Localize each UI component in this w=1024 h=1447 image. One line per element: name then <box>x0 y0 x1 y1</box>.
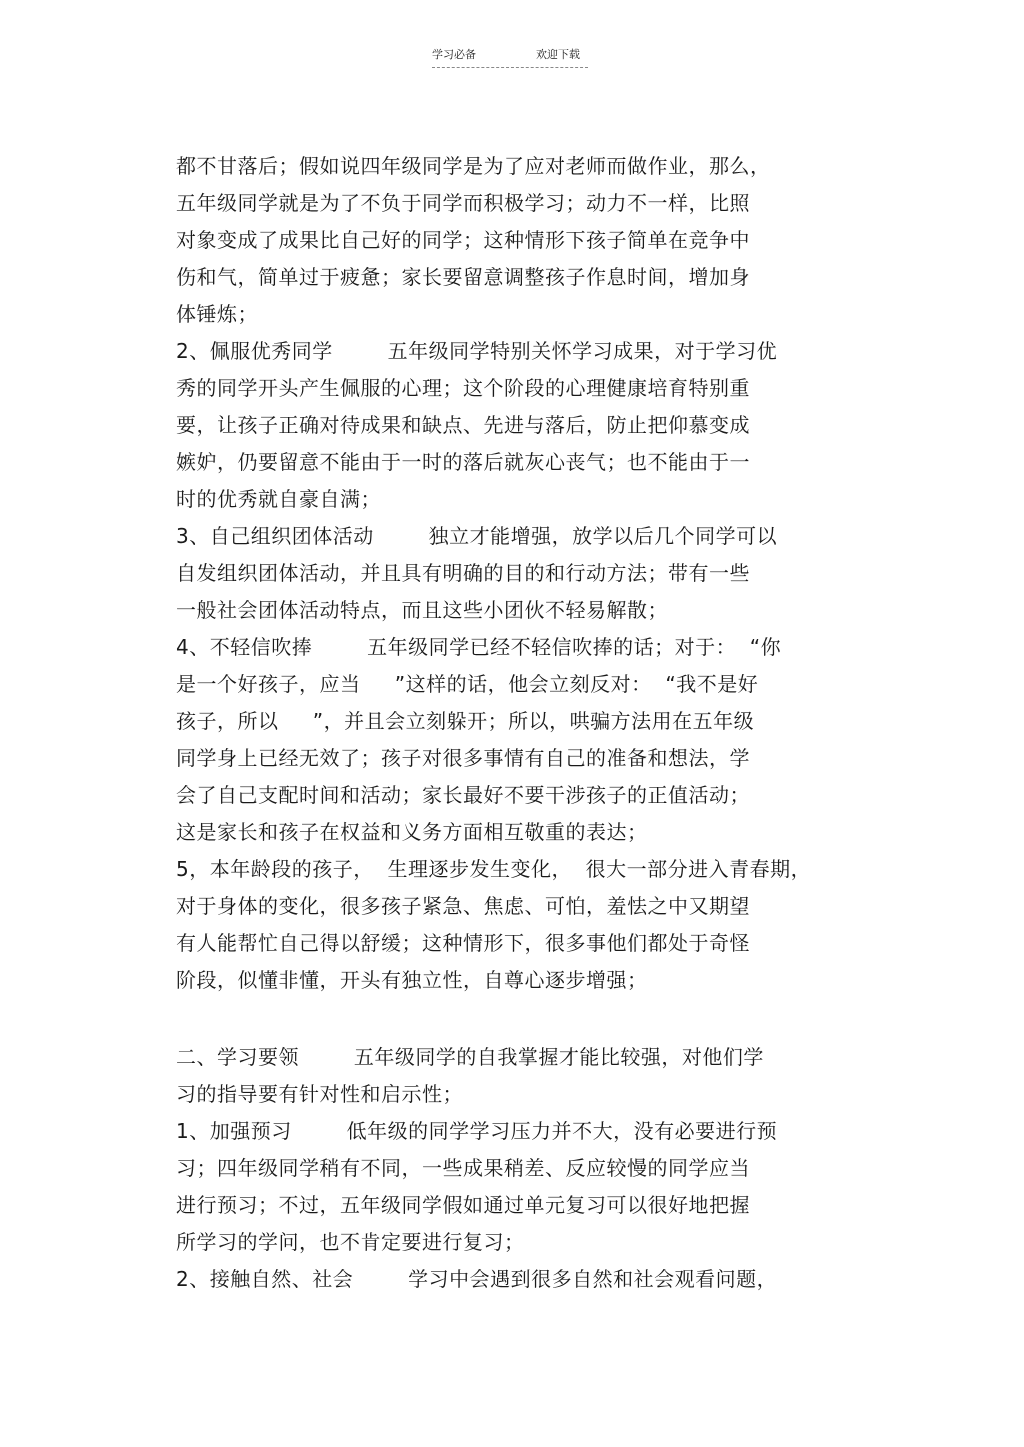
text-line: 1、加强预习 低年级的同学学习压力并不大，没有必要进行预 <box>176 1119 778 1143</box>
text-line: 所学习的学问，也不肯定要进行复习； <box>176 1230 525 1254</box>
text-line: 2、接触自然、社会 学习中会遇到很多自然和社会观看问题， <box>176 1267 778 1291</box>
text-line: 会了自己支配时间和活动；家长最好不要干涉孩子的正值活动； <box>176 783 750 807</box>
document-body <box>176 148 856 1298</box>
text-line: 阶段，似懂非懂，开头有独立性，自尊心逐步增强； <box>176 968 648 992</box>
text-line: 一般社会团体活动特点，而且这些小团伙不轻易解散； <box>176 598 668 622</box>
text-line: 自发组织团体活动，并且具有明确的目的和行动方法；带有一些 <box>176 561 750 585</box>
text-line: 有人能帮忙自己得以舒缓；这种情形下，很多事他们都处于奇怪 <box>176 931 750 955</box>
text-line: 对象变成了成果比自己好的同学；这种情形下孩子简单在竞争中 <box>176 228 750 252</box>
header-right-text: 欢迎下载 <box>536 48 580 61</box>
text-line: 5，本年龄段的孩子， 生理逐步发生变化， 很大一部分进入青春期， <box>176 857 812 881</box>
text-line: 秀的同学开头产生佩服的心理；这个阶段的心理健康培育特别重 <box>176 376 750 400</box>
text-line: 进行预习；不过，五年级同学假如通过单元复习可以很好地把握 <box>176 1193 750 1217</box>
text-line: 嫉妒，仍要留意不能由于一时的落后就灰心丧气；也不能由于一 <box>176 450 750 474</box>
section-heading-line: 二、学习要领 五年级同学的自我掌握才能比较强，对他们学 <box>176 1045 764 1069</box>
text-line: 2、佩服优秀同学 五年级同学特别关怀学习成果，对于学习优 <box>176 339 778 363</box>
text-line: 时的优秀就自豪自满； <box>176 487 381 511</box>
text-line: 是一个好孩子，应当 ”这样的话，他会立刻反对： “我不是好 <box>176 672 759 696</box>
text-line: 3、自己组织团体活动 独立才能增强，放学以后几个同学可以 <box>176 524 778 548</box>
text-line: 伤和气，简单过于疲惫；家长要留意调整孩子作息时间，增加身 <box>176 265 750 289</box>
text-line: 都不甘落后；假如说四年级同学是为了应对老师而做作业，那么， <box>176 154 771 178</box>
text-line: 习；四年级同学稍有不同，一些成果稍差、反应较慢的同学应当 <box>176 1156 750 1180</box>
text-line: 孩子，所以 ”，并且会立刻躲开；所以，哄骗方法用在五年级 <box>176 709 755 733</box>
header-left-text: 学习必备 <box>432 48 476 61</box>
header-divider <box>432 67 588 68</box>
text-line: 体锤炼； <box>176 302 258 326</box>
page-header <box>432 48 592 72</box>
text-line: 这是家长和孩子在权益和义务方面相互敬重的表达； <box>176 820 648 844</box>
text-line: 要，让孩子正确对待成果和缺点、先进与落后，防止把仰慕变成 <box>176 413 750 437</box>
text-line: 五年级同学就是为了不负于同学而积极学习；动力不一样，比照 <box>176 191 750 215</box>
text-line: 习的指导要有针对性和启示性； <box>176 1082 463 1106</box>
section-gap <box>176 999 856 1039</box>
text-line: 对于身体的变化，很多孩子紧急、焦虑、可怕，羞怯之中又期望 <box>176 894 750 918</box>
text-line: 4、不轻信吹捧 五年级同学已经不轻信吹捧的话；对于： “你 <box>176 635 782 659</box>
text-line: 同学身上已经无效了；孩子对很多事情有自己的准备和想法，学 <box>176 746 750 770</box>
